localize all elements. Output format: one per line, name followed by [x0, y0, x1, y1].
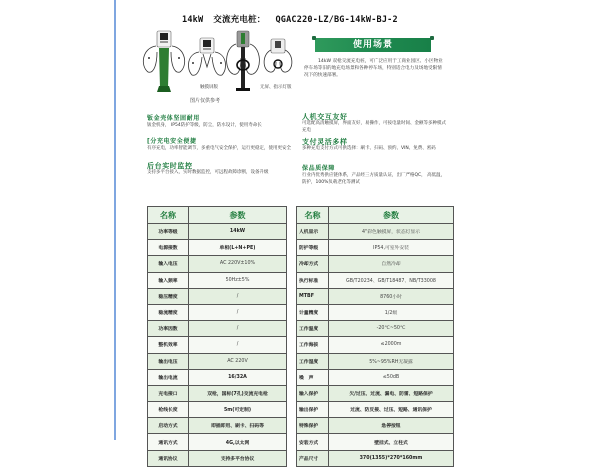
spec-name-cell: 稳压精度 [148, 288, 189, 304]
table-row [297, 240, 454, 256]
table-row [148, 450, 287, 466]
spec-name-cell: 通讯方式 [148, 434, 189, 450]
table-row [297, 385, 454, 401]
spec-value-cell: 4G,以太网 [189, 434, 287, 450]
column-header-name: 名称 [148, 207, 189, 224]
feature-title: 人机交互友好 [302, 113, 348, 121]
table-row [148, 402, 287, 418]
usage-scenario-banner: 使用场景 [315, 38, 431, 52]
table-row [148, 385, 287, 401]
table-row [297, 224, 454, 240]
feature-text: 行业内优秀供应链体系，产品经三方质量认证，出厂严格QC， 高低温，防护，100%负载老化等测试 [302, 173, 446, 185]
feature-text: 钣金机身， IP54防护等级，防尘，防水设计，使用寿命长 [147, 123, 262, 128]
table-row [148, 369, 287, 385]
feature-charging-safety [147, 138, 297, 153]
table-row [148, 240, 287, 256]
spec-value-cell: AC 220V±10% [189, 256, 287, 272]
spec-name-cell: 计量精度 [297, 304, 329, 320]
table-row [297, 402, 454, 418]
spec-value-cell: -20℃~50℃ [329, 321, 454, 337]
feature-quality [302, 165, 447, 186]
feature-title: [分充电安全便捷 [147, 138, 197, 145]
spec-name-cell: 充电接口 [148, 385, 189, 401]
spec-value-cell: 16/32A [189, 369, 287, 385]
spec-value-cell: 14kW [189, 224, 287, 240]
spec-value-cell: 急停按钮 [329, 418, 454, 434]
spec-value-cell: 单相(L+N+PE) [189, 240, 287, 256]
spec-table-right [296, 206, 454, 467]
spec-name-cell: 输入电压 [148, 256, 189, 272]
spec-name-cell: 稳流精度 [148, 304, 189, 320]
spec-table-left [147, 206, 287, 467]
table-row [148, 272, 287, 288]
table-row [297, 272, 454, 288]
spec-name-cell: 枪线长度 [148, 402, 189, 418]
page-divider-line [114, 0, 116, 440]
charger-floor-black-image [223, 30, 263, 92]
spec-value-cell: AC 220V [189, 353, 287, 369]
table-row [148, 256, 287, 272]
feature-title: 支付灵活多样 [302, 138, 348, 146]
spec-name-cell: 工作温度 [297, 321, 329, 337]
column-header-name: 名称 [297, 207, 329, 224]
spec-value-cell: / [189, 337, 287, 353]
spec-name-cell: 电源接数 [148, 240, 189, 256]
spec-name-cell: 工作海拔 [297, 337, 329, 353]
feature-text: 有序充电，功率智能调节，多重电气安全保护，运行更稳定，使用更安全 [147, 146, 291, 151]
spec-value-cell: / [189, 288, 287, 304]
table-row [297, 256, 454, 272]
title-model: QGAC220-LZ/BG-14kW-BJ-2 [275, 15, 398, 25]
table-row [297, 337, 454, 353]
spec-value-cell: 5%~95%RH无凝露 [329, 353, 454, 369]
spec-value-cell: IP54,可室外安装 [329, 240, 454, 256]
spec-name-cell: 特殊保护 [297, 418, 329, 434]
spec-name-cell: 输入保护 [297, 385, 329, 401]
charger-wall-noscreen-image [262, 38, 294, 78]
spec-name-cell: MTBF [297, 288, 329, 304]
table-row [297, 369, 454, 385]
feature-title: 后台实时监控 [147, 162, 193, 170]
spec-name-cell: 整机效率 [148, 337, 189, 353]
spec-value-cell: 自然冷却 [329, 256, 454, 272]
table-row [148, 434, 287, 450]
caption-noscreen-version: 无屏、指示灯版 [260, 85, 292, 90]
spec-value-cell: 支持多平台协议 [189, 450, 287, 466]
feature-text: 支持多平台接入，实时数据监控，可远程故障诊断，设备升级 [147, 170, 269, 175]
table-row [297, 434, 454, 450]
feature-hmi [302, 113, 447, 134]
title-power: 14kW [182, 15, 204, 25]
feature-text: 可选配高清触摸屏，界面友好，易操作，可按电量时间、金额等多种模式充电 [302, 121, 446, 133]
title-product: 交流充电桩： [213, 15, 266, 25]
spec-name-cell: 输出电压 [148, 353, 189, 369]
charger-wall-touch-image [186, 37, 228, 82]
table-row [148, 304, 287, 320]
spec-value-cell: 50Hz±5% [189, 272, 287, 288]
product-images [140, 30, 300, 100]
spec-name-cell: 噪 声 [297, 369, 329, 385]
spec-name-cell: 功率因数 [148, 321, 189, 337]
feature-payment [302, 138, 447, 153]
spec-name-cell: 通讯协议 [148, 450, 189, 466]
table-row [297, 418, 454, 434]
spec-value-cell: / [189, 304, 287, 320]
page-title [182, 13, 398, 25]
table-row [148, 288, 287, 304]
spec-value-cell: 过流、防反接、过压、短路、通讯保护 [329, 402, 454, 418]
charger-floor-green-image [140, 30, 190, 92]
spec-value-cell: 壁挂式、立柱式 [329, 434, 454, 450]
spec-name-cell: 工作湿度 [297, 353, 329, 369]
spec-name-cell: 冷却方式 [297, 256, 329, 272]
table-row [148, 353, 287, 369]
spec-value-cell: 5m(可定制) [189, 402, 287, 418]
spec-name-cell: 防护等级 [297, 240, 329, 256]
table-row [297, 353, 454, 369]
image-reference-note: 图片仅供参考 [190, 98, 221, 104]
feature-title: 保品质保障 [302, 165, 336, 172]
table-row [297, 304, 454, 320]
spec-name-cell: 功率等级 [148, 224, 189, 240]
feature-title: 钣金壳体坚固耐用 [147, 115, 200, 122]
table-row [148, 418, 287, 434]
table-row [297, 288, 454, 304]
spec-value-cell: 即插即用、刷卡、扫码等 [189, 418, 287, 434]
spec-value-cell: 双枪，国标(7孔)交流充电枪 [189, 385, 287, 401]
feature-text: 多种充电支付方式可供选择：刷卡、扫码、预约、VIN、免费、密码 [302, 146, 436, 151]
spec-value-cell: 4"彩色触摸屏，状态灯显示 [329, 224, 454, 240]
spec-name-cell: 启动方式 [148, 418, 189, 434]
feature-sheet-metal [147, 115, 297, 130]
spec-name-cell: 安装方式 [297, 434, 329, 450]
spec-name-cell: 输出电流 [148, 369, 189, 385]
spec-value-cell: ≤2000m [329, 337, 454, 353]
spec-value-cell: 欠/过压、过流、漏电、防雷、短路保护 [329, 385, 454, 401]
spec-value-cell: GB/T20234、GB/T18487、NB/T33008 [329, 272, 454, 288]
column-header-param: 参数 [329, 207, 454, 224]
usage-scenario-text: 14kW 双枪交流充电桩，可广泛应用于工商业园区、小区物业停车场等旧的地充电场景和各种停车场，特别适合电力及场地受限情况下的快速部署。 [304, 59, 443, 78]
spec-name-cell: 输出保护 [297, 402, 329, 418]
spec-value-cell: / [189, 321, 287, 337]
table-row [148, 337, 287, 353]
spec-value-cell: 8760小时 [329, 288, 454, 304]
table-row [297, 450, 454, 466]
spec-name-cell: 输入频率 [148, 272, 189, 288]
table-row [297, 321, 454, 337]
table-row [148, 224, 287, 240]
spec-name-cell: 人机显示 [297, 224, 329, 240]
spec-value-cell: 370(1355)*270*160mm [329, 450, 454, 466]
spec-value-cell: ≤50dB [329, 369, 454, 385]
spec-name-cell: 产品尺寸 [297, 450, 329, 466]
caption-touch-version: 触摸屏版 [200, 85, 218, 90]
feature-backend-monitoring [147, 162, 297, 177]
column-header-param: 参数 [189, 207, 287, 224]
spec-name-cell: 执行标准 [297, 272, 329, 288]
spec-value-cell: 1/2级 [329, 304, 454, 320]
table-row [148, 321, 287, 337]
